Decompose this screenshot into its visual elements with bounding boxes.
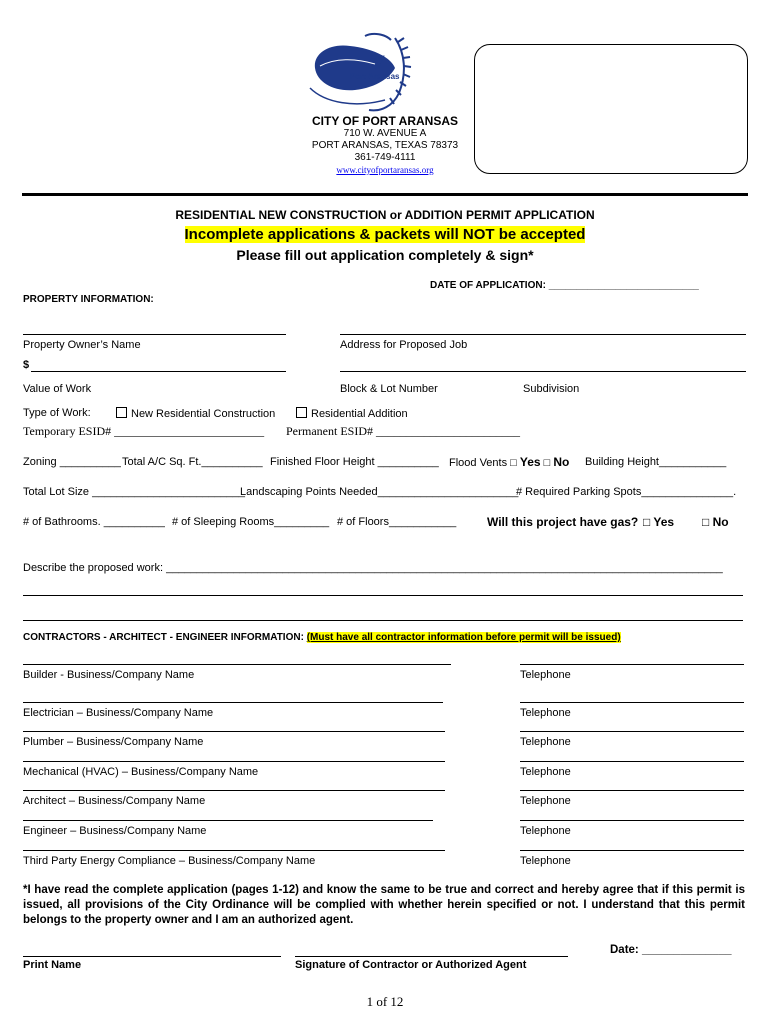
- property-heading: PROPERTY INFORMATION:: [23, 294, 154, 305]
- address-line-2: PORT ARANSAS, TEXAS 78373: [311, 140, 459, 151]
- contractor-name-line[interactable]: [23, 664, 451, 665]
- lot-size-field[interactable]: Total Lot Size _________________________: [23, 486, 246, 498]
- contractor-telephone-label: Telephone: [520, 795, 571, 807]
- header-divider: [22, 193, 748, 196]
- city-logo: [295, 28, 420, 118]
- website-link[interactable]: www.cityofportaransas.org: [336, 165, 434, 175]
- owner-name-line[interactable]: [23, 334, 286, 335]
- page-number: 1 of 12: [366, 994, 404, 1009]
- temporary-esid-field[interactable]: Temporary ESID# _________________________: [23, 424, 265, 438]
- contractor-telephone-label: Telephone: [520, 736, 571, 748]
- contractor-telephone-line[interactable]: [520, 790, 744, 791]
- contractor-name-line[interactable]: [23, 820, 433, 821]
- logo-line-1: City: [369, 53, 385, 62]
- addition-checkbox[interactable]: [296, 407, 307, 418]
- contractor-label: Mechanical (HVAC) – Business/Company Name: [23, 766, 259, 778]
- contractor-label: Electrician – Business/Company Name: [23, 707, 214, 719]
- contractor-telephone-line[interactable]: [520, 702, 744, 703]
- address-label: Address for Proposed Job: [340, 339, 468, 351]
- block-lot-line[interactable]: [340, 371, 746, 372]
- owner-name-label: Property Owner’s Name: [23, 339, 141, 351]
- subdivision-label: Subdivision: [523, 383, 580, 395]
- flood-vents-label[interactable]: Flood Vents □: [449, 457, 517, 469]
- gas-question: Will this project have gas?: [487, 515, 639, 529]
- permanent-esid-field[interactable]: Permanent ESID# ________________________: [286, 424, 520, 438]
- contractor-label: Builder - Business/Company Name: [23, 669, 195, 681]
- block-lot-label: Block & Lot Number: [340, 383, 438, 395]
- floor-height-field[interactable]: Finished Floor Height __________: [270, 456, 439, 468]
- contractor-telephone-label: Telephone: [520, 707, 571, 719]
- signature-line[interactable]: [295, 956, 568, 957]
- contractor-telephone-line[interactable]: [520, 761, 744, 762]
- value-label: Value of Work: [23, 383, 92, 395]
- contractor-name-line[interactable]: [23, 761, 445, 762]
- contractor-telephone-line[interactable]: [520, 664, 744, 665]
- contractor-name-line[interactable]: [23, 731, 445, 732]
- building-height-field[interactable]: Building Height___________: [585, 456, 727, 468]
- contractor-telephone-label: Telephone: [520, 669, 571, 681]
- phone-number: 361-749-4111: [354, 152, 416, 163]
- describe-line-3[interactable]: [23, 620, 743, 621]
- sleeping-rooms-field[interactable]: # of Sleeping Rooms_________: [172, 516, 330, 528]
- form-title: RESIDENTIAL NEW CONSTRUCTION or ADDITION PERMIT APPLICATION: [175, 208, 595, 222]
- contractor-name-line[interactable]: [23, 850, 445, 851]
- contractor-telephone-label: Telephone: [520, 855, 571, 867]
- floors-field[interactable]: # of Floors___________: [337, 516, 457, 528]
- dollar-sign: $: [23, 359, 30, 371]
- header-address-block: [270, 114, 500, 176]
- city-name: CITY OF PORT ARANSAS: [311, 114, 458, 128]
- signature-label: Signature of Contractor or Authorized Agent: [295, 959, 527, 971]
- address-line-1: 710 W. AVENUE A: [343, 128, 427, 139]
- contractor-telephone-line[interactable]: [520, 731, 744, 732]
- parking-field[interactable]: # Required Parking Spots_______________.: [516, 486, 737, 498]
- contractor-label: Architect – Business/Company Name: [23, 795, 206, 807]
- type-of-work-label: Type of Work:: [23, 407, 91, 419]
- gas-yes-option[interactable]: □ Yes: [643, 515, 675, 529]
- gas-no-option[interactable]: □ No: [702, 515, 729, 529]
- date-field[interactable]: Date: ______________: [610, 944, 732, 956]
- contractor-label: Plumber – Business/Company Name: [23, 736, 204, 748]
- ac-sqft-field[interactable]: Total A/C Sq. Ft.__________: [122, 456, 263, 468]
- landscaping-field[interactable]: Landscaping Points Needed_______________________: [240, 486, 519, 498]
- describe-line-2[interactable]: [23, 595, 743, 596]
- contractor-label: Engineer – Business/Company Name: [23, 825, 207, 837]
- logo-line-3: Port Aransas: [350, 72, 400, 81]
- contractors-heading: CONTRACTORS - ARCHITECT - ENGINEER INFORMATION:: [23, 632, 304, 643]
- contractor-name-line[interactable]: [23, 702, 443, 703]
- print-name-label: Print Name: [23, 959, 82, 971]
- office-use-box: [474, 44, 748, 174]
- zoning-field[interactable]: Zoning __________: [23, 456, 121, 468]
- value-line[interactable]: [31, 371, 286, 372]
- certification-text: *I have read the complete application (pages 1-12) and know the same to be true and correct and hereby agree that if this permit is issued, all provisions of the City Ordinance will be complied with whether herein specified or not. I understand that this permit belongs to the property owner and I am an authorized agent.: [23, 884, 745, 926]
- flood-vents-no: No: [553, 455, 570, 469]
- date-of-application-field[interactable]: DATE OF APPLICATION: ___________________________: [430, 280, 699, 291]
- contractor-telephone-line[interactable]: [520, 850, 744, 851]
- addition-label: Residential Addition: [311, 408, 408, 420]
- contractor-telephone-label: Telephone: [520, 825, 571, 837]
- new-construction-label: New Residential Construction: [131, 408, 276, 420]
- contractors-note: (Must have all contractor information before permit will be issued): [306, 632, 621, 643]
- new-construction-checkbox[interactable]: [116, 407, 127, 418]
- contractor-telephone-line[interactable]: [520, 820, 744, 821]
- contractor-telephone-label: Telephone: [520, 766, 571, 778]
- address-line[interactable]: [340, 334, 746, 335]
- flood-vents-no-box[interactable]: □: [543, 457, 551, 469]
- logo-line-2: of: [373, 62, 381, 71]
- warning-banner: Incomplete applications & packets will NOT be accepted: [184, 226, 586, 243]
- contractor-name-line[interactable]: [23, 790, 445, 791]
- print-name-line[interactable]: [23, 956, 281, 957]
- describe-work-field[interactable]: Describe the proposed work: ___________________________________________________________________________________________: [23, 562, 723, 574]
- bathrooms-field[interactable]: # of Bathrooms. __________: [23, 516, 165, 528]
- flood-vents-yes: Yes: [519, 455, 541, 469]
- instruction-text: Please fill out application completely & sign*: [236, 247, 534, 263]
- contractor-label: Third Party Energy Compliance – Business/Company Name: [23, 855, 316, 867]
